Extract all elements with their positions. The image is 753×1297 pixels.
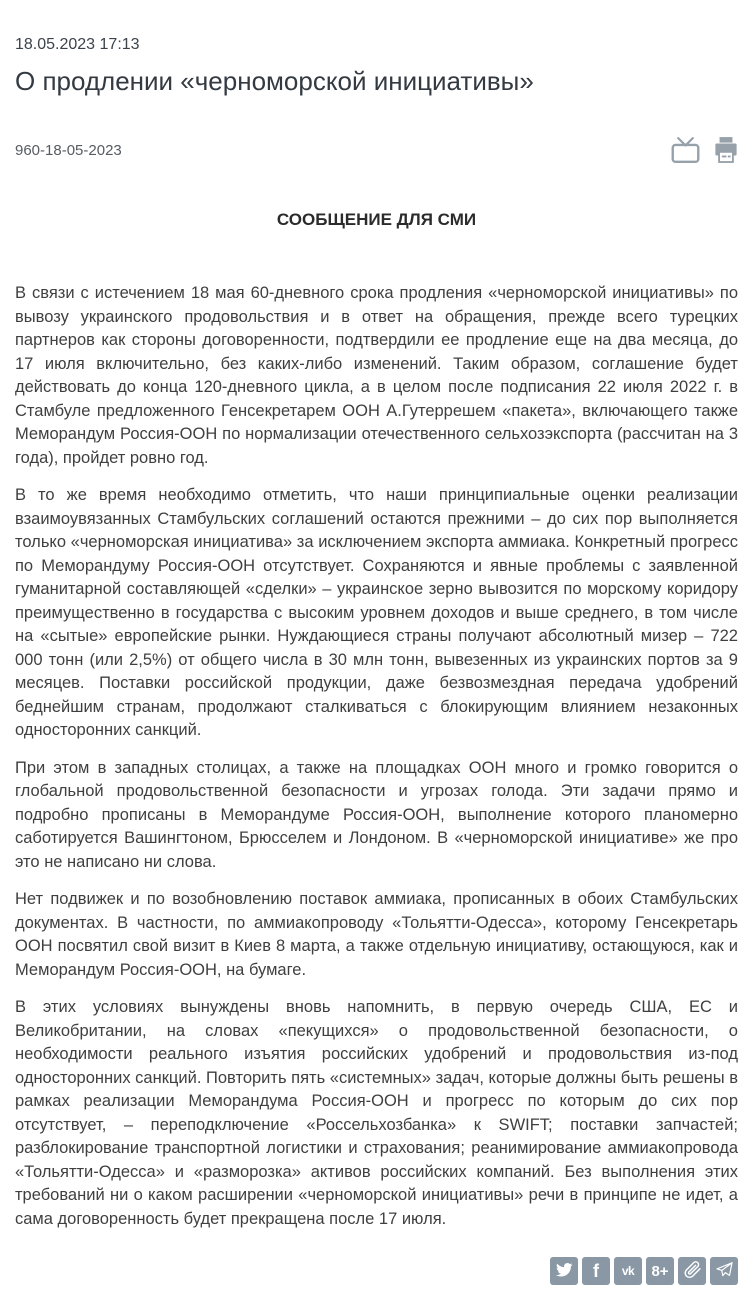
twitter-icon: [555, 1261, 573, 1282]
telegram-icon: [715, 1260, 734, 1282]
paperclip-icon: [683, 1260, 702, 1282]
document-number: 960-18-05-2023: [15, 141, 122, 159]
page-title: О продлении «черноморской инициативы»: [15, 65, 534, 96]
share-twitter-button[interactable]: [550, 1257, 578, 1285]
share-link-button[interactable]: [678, 1257, 706, 1285]
vk-icon: vk: [621, 1264, 635, 1279]
article-body: [15, 282, 738, 1231]
printer-icon: [714, 152, 738, 167]
google-plus-icon: 8+: [651, 1262, 669, 1280]
article-paragraph: В то же время необходимо отметить, что наши принципиальные оценки реализации взаимоувязанных Стамбульских соглашений остаются прежними – до сих пор выполняется только «черноморская инициатива» за исключением экспорта аммиака. Конкретный прогресс по Меморандуму Россия-ООН отсутствует. Сохраняются и явные проблемы с заявленной гуманитарной составляющей «сделки» – украинское зерно вывозится по морскому коридору преимущественно в государства с высоким уровнем доходов и выше среднего, в том числе на «сытые» европейские рынки. Нуждающиеся страны получают абсолютный мизер – 722 000 тонн (или 2,5%) от общего числа в 30 млн тонн, вывезенных из украинских портов за 9 месяцев. Поставки российской продукции, даже безвозмездная передача удобрений беднейшим странам, продолжают сталкиваться с блокирующим влиянием незаконных односторонних санкций.: [15, 486, 738, 740]
article-paragraph: При этом в западных столицах, а также на площадках ООН много и громко говорится о глобальной продовольственной безопасности и угрозах голода. Эти задачи прямо и подробно прописаны в Меморандуме Россия-ООН, выполнение которого планомерно саботируется Вашингтоном, Брюсселем и Лондоном. В «черноморской инициативе» же про это не написано ни слова.: [15, 758, 738, 871]
share-telegram-button[interactable]: [710, 1257, 738, 1285]
share-bar: [15, 1257, 738, 1297]
publish-timestamp: 18.05.2023 17:13: [15, 36, 140, 53]
share-vk-button[interactable]: [614, 1257, 642, 1285]
meta-row: [15, 136, 738, 164]
tv-icon: [670, 152, 701, 167]
press-release-heading: СООБЩЕНИЕ ДЛЯ СМИ: [276, 210, 477, 230]
article-paragraph: В этих условиях вынуждены вновь напомнить, в первую очередь США, ЕС и Великобритании, на словах «пекущихся» о продовольственной безопасности, о необходимости реального изъятия российских удобрений и продовольствия из-под односторонних санкций. Повторить пять «системных» задач, которые должны быть решены в рамках реализации Меморандума Россия-ООН и прогресс по которым до сих пор отсутствует, – переподключение «Россельхозбанка» к SWIFT; поставки запчастей; разблокирование транспортной логистики и страхования; реанимирование аммиакопровода «Тольятти-Одесса» и «разморозка» активов российских компаний. Без выполнения этих требований ни о каком расширении «черноморской инициативы» речи в принципе не идет, а сама договоренность будет прекращена после 17 июля.: [15, 998, 738, 1228]
share-google-plus-button[interactable]: [646, 1257, 674, 1285]
press-release-page: [0, 36, 753, 1297]
facebook-icon: f: [593, 1261, 599, 1282]
article-paragraph: Нет подвижек и по возобновлению поставок аммиака, прописанных в обоих Стамбульских документах. В частности, по аммиакопроводу «Тольятти-Одесса», которому Генсекретарь ООН посвятил свой визит в Киев 8 марта, а также отдельную инициативу, остающуюся, как и Меморандум Россия-ООН, на бумаге.: [15, 890, 738, 979]
print-button[interactable]: [714, 136, 738, 164]
article-toolbar: [670, 136, 738, 164]
article-paragraph: В связи с истечением 18 мая 60-дневного срока продления «черноморской инициативы» по вывозу украинского продовольствия и в ответ на обращения, прежде всего турецких партнеров как стороны договоренности, подтвердили ее продление еще на два месяца, до 17 июля включительно, без каких-либо изменений. Таким образом, соглашение будет действовать до конца 120-дневного цикла, а в целом после подписания 22 июля 2022 г. в Стамбуле предложенного Генсекретарем ООН А.Гутеррешем «пакета», включающего также Меморандум Россия-ООН по нормализации отечественного сельхозэкспорта (рассчитан на 3 года), пройдет ровно год.: [15, 284, 738, 467]
tv-video-button[interactable]: [670, 136, 701, 164]
share-facebook-button[interactable]: [582, 1257, 610, 1285]
